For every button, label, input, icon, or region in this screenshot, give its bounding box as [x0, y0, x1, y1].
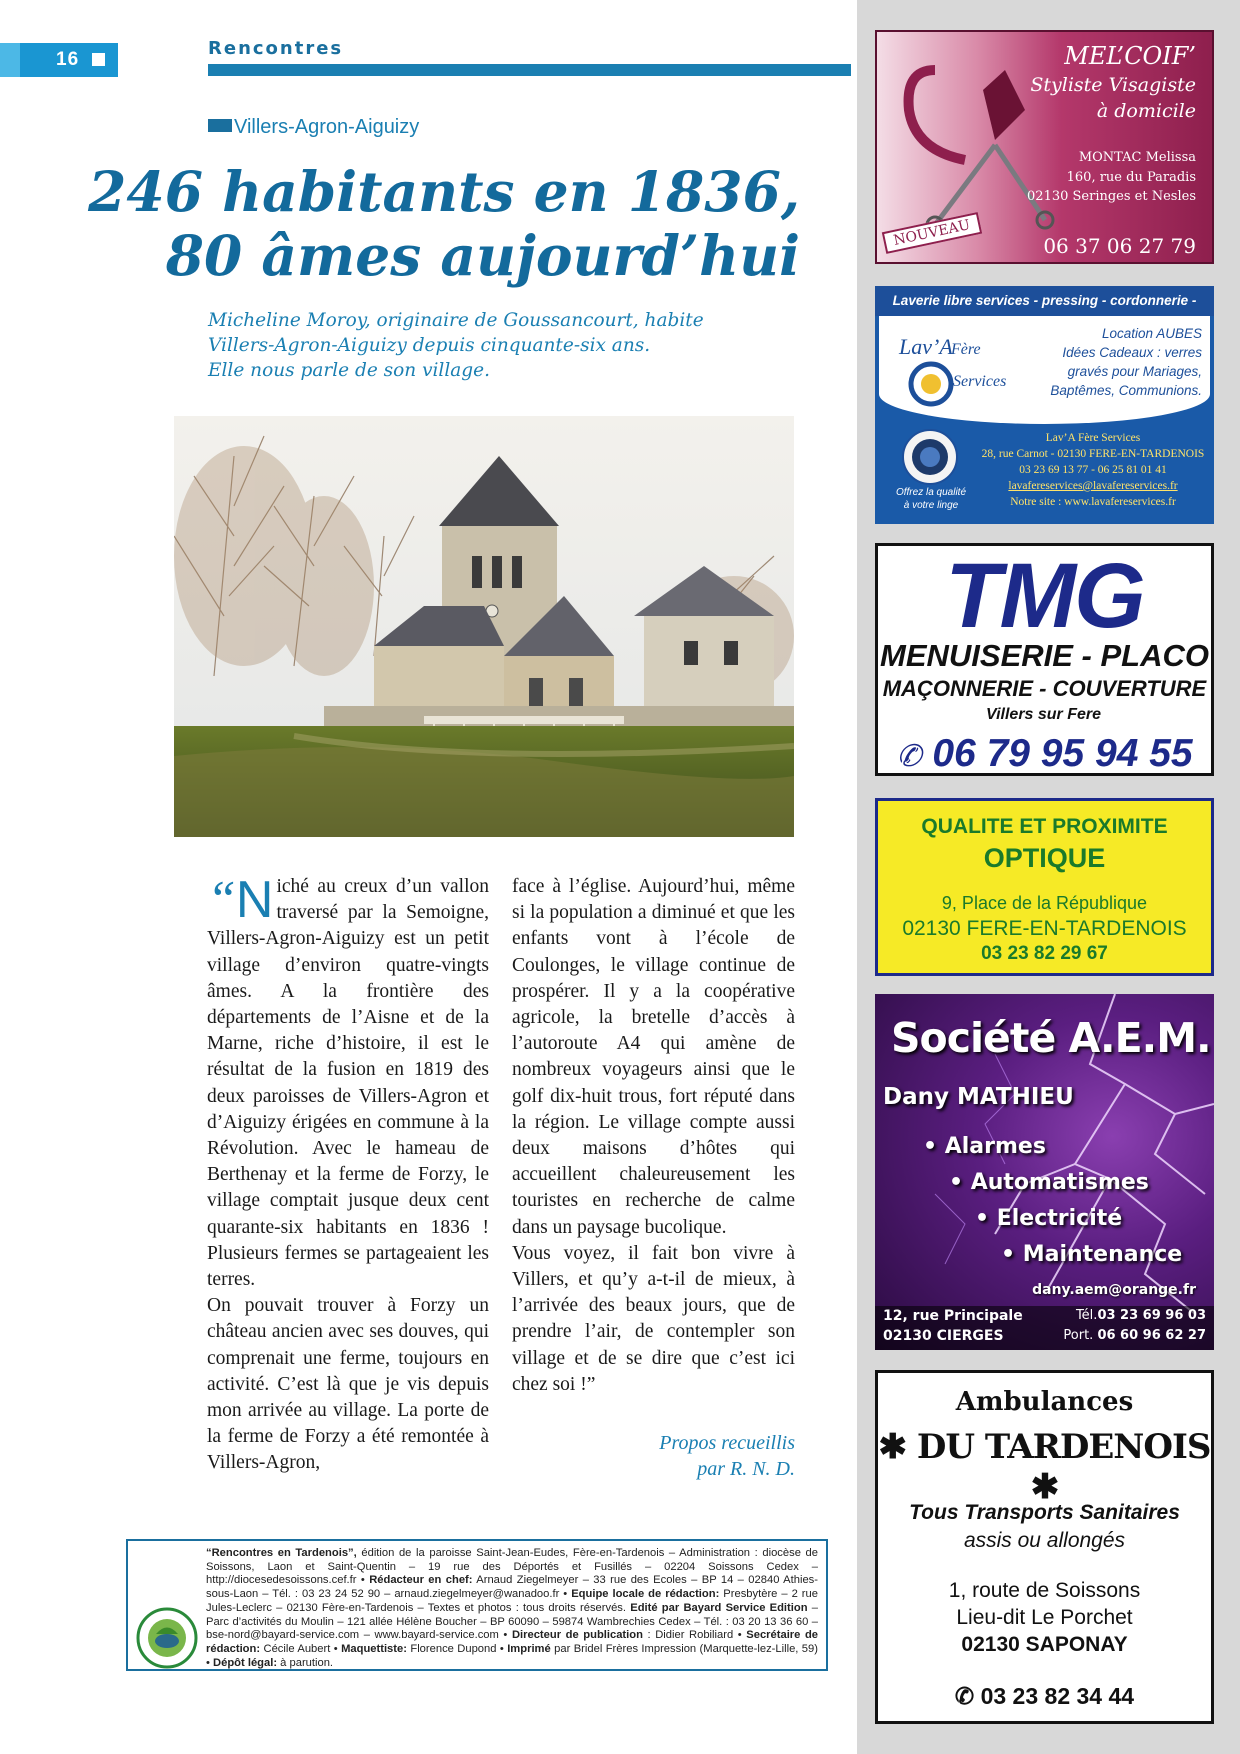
aem-email[interactable]: dany.aem@orange.fr: [1032, 1282, 1196, 1298]
lavafere-company: Lav’A Fère Services: [1045, 432, 1141, 444]
aem-service: • Maintenance: [1001, 1242, 1183, 1267]
melcoif-phone: 06 37 06 27 79: [1043, 234, 1196, 258]
article-column-1: [207, 871, 489, 1477]
page-tab-strip: [0, 43, 20, 77]
standfirst-line-2: Villers-Agron-Aiguizy depuis cinquante-six ans.: [208, 335, 651, 356]
melcoif-tagline-2: à domicile: [1096, 100, 1196, 122]
tmg-phone-number: 06 79 95 94 55: [932, 732, 1193, 775]
imprint-text: – Parc d’activités du Moulin – 121 allée Hélène Boucher – BP 60090 – 59874 Wambrechies Cedex – Tél. : 03 20 13 36 60 – bse-nord@bayard-service.com – www.bayard-service.com •: [206, 1601, 818, 1642]
ad-ambulances: [875, 1370, 1214, 1724]
aem-contact-name: Dany MATHIEU: [883, 1084, 1074, 1110]
aem-service: • Alarmes: [923, 1134, 1046, 1159]
ambulances-locality: Lieu-dit Le Porchet: [956, 1606, 1133, 1629]
section-rule: [208, 64, 851, 76]
tmg-location: Villers sur Fere: [986, 706, 1102, 723]
ambulances-service: Tous Transports Sanitaires: [909, 1501, 1180, 1524]
article-signature: [512, 1430, 795, 1482]
optique-address: 9, Place de la République: [941, 893, 1148, 913]
article-paragraph: face à l’église. Aujourd’hui, même si la population a diminué et que les enfants vont à l’école de Coulonges, le village continue de prospérer. Il y a la coopérative agricole, la bretelle d’accès à l’autoroute A4 qui amène de nombreux voyageurs ainsi que le golf dix-huit trous, fort réputé dans la région. Le village compte aussi deux maisons d’hôtes qui accueillent chaleureusement les touristes en recherche de calme dans un paysage bucolique.: [512, 876, 795, 1238]
optique-line-1: QUALITE ET PROXIMITE: [921, 815, 1168, 838]
imprint-text: Presbytère – 2 rue Jules-Leclerc – 02130 Fère-en-Tardenois – Textes et photos : tous droits réservés.: [206, 1588, 818, 1614]
quality-seal-icon: [901, 428, 959, 486]
lavafere-quality: [881, 486, 981, 512]
drop-cap-letter: N: [235, 871, 274, 929]
phone-icon: ✆: [896, 740, 922, 773]
melcoif-new-badge: NOUVEAU: [882, 212, 982, 254]
kicker-text: Villers-Agron-Aiguizy: [234, 116, 420, 138]
imprint-text: Cécile Aubert •: [260, 1642, 342, 1655]
lavafere-promo-line: Location AUBES: [1101, 326, 1202, 341]
melcoif-name: MEL’COIF’: [1064, 42, 1196, 70]
lavafere-promo-line: Baptêmes, Communions.: [1050, 383, 1202, 398]
title-line-1: 246 habitants en 1836,: [88, 159, 800, 224]
ad-optique: [875, 798, 1214, 976]
imprint-label: Maquettiste:: [341, 1642, 407, 1655]
lavafere-quality-line: à votre linge: [903, 500, 959, 511]
article-title: [80, 160, 800, 288]
page-number-tab: [0, 43, 118, 77]
optique-phone: 03 23 82 29 67: [981, 943, 1108, 964]
lavafere-promo: [1022, 324, 1202, 400]
imprint-text: : Didier Robiliard •: [642, 1629, 747, 1642]
tmg-phone: [878, 732, 1211, 776]
article-paragraph: On pouvait trouver à Forzy un château ancien avec ses douves, qui comprenait une ferme, toujours en activité. C’est là que je vis depuis mon arrivée au village. La porte de la ferme de Forzy a été remontée à Villers-Agron,: [207, 1295, 489, 1474]
imprint-box: [126, 1539, 828, 1671]
ambulances-service-detail: assis ou allongés: [963, 1529, 1126, 1552]
ambulances-name: ✱ DU TARDENOIS ✱: [878, 1427, 1211, 1507]
melcoif-street: 160, rue du Paradis: [1066, 170, 1196, 185]
title-line-2: 80 âmes aujourd’hui: [165, 223, 800, 288]
section-title: Rencontres: [208, 38, 344, 59]
standfirst-line-1: Micheline Moroy, originaire de Goussancourt, habite: [208, 310, 704, 331]
lavafere-email-link[interactable]: lavafereservices@lavafereservices.fr: [1008, 480, 1178, 492]
open-quote-mark: “: [207, 871, 236, 928]
lavafere-address: 28, rue Carnot - 02130 FERE-EN-TARDENOIS: [981, 448, 1205, 460]
tmg-logo: TMG: [945, 545, 1144, 647]
aem-mobile-number: 06 60 96 62 27: [1097, 1328, 1206, 1343]
ambulances-phone: ✆ 03 23 82 34 44: [954, 1683, 1135, 1709]
aem-tel: [1076, 1308, 1206, 1323]
lavafere-phones: 03 23 69 13 77 - 06 25 81 01 41: [1019, 464, 1167, 476]
imprint-publication: “Rencontres en Tardenois”,: [206, 1547, 357, 1559]
imprint-text: Florence Dupond •: [406, 1642, 508, 1655]
melcoif-city: 02130 Seringes et Nesles: [1027, 189, 1196, 204]
ambulances-city: 02130 SAPONAY: [961, 1633, 1128, 1656]
article-paragraph: [207, 871, 489, 1293]
melcoif-owner: MONTAC Melissa: [1078, 150, 1196, 165]
aem-city: 02130 CIERGES: [883, 1328, 1004, 1344]
lavafere-services-band: Laverie libre services - pressing - cordonnerie -: [875, 286, 1214, 316]
kicker-square-icon: [208, 119, 232, 132]
svg-text:Fère: Fère: [951, 341, 981, 358]
page-number: 16: [56, 49, 80, 70]
article-kicker: [208, 116, 419, 139]
optique-city: 02130 FERE-EN-TARDENOIS: [902, 917, 1187, 940]
signature-line-2: par R. N. D.: [697, 1458, 795, 1480]
imprint-label: Dépôt légal:: [213, 1656, 278, 1669]
tmg-line-1: MENUISERIE - PLACO: [880, 638, 1209, 673]
lavafere-quality-line: Offrez la qualité: [895, 487, 967, 498]
lavafere-website: Notre site : www.lavafereservices.fr: [1010, 496, 1176, 508]
aem-mobile: [1063, 1328, 1206, 1343]
optique-line-2: OPTIQUE: [983, 843, 1106, 873]
drop-cap: [207, 871, 274, 929]
imprint-text: édition de la paroisse Saint-Jean-Eudes, Fère-en-Tardenois – Administration : diocèse de Soissons, Laon et Saint-Quentin – 19 rue des Déportés et Fusillés – 02204 Soissons Cedex – http://diocesedesoissons.cef.fr •: [206, 1547, 818, 1587]
photo-illustration: [174, 416, 794, 837]
church-village-photo: [174, 416, 794, 837]
aem-service: • Electricité: [975, 1206, 1123, 1231]
ad-melcoif: [875, 30, 1214, 264]
lav-a-fere-logo: [889, 324, 1019, 412]
article-standfirst: [208, 308, 768, 383]
imprint-text: Arnaud Ziegelmeyer – 33 rue des Ecoles – BP 14 – 02840 Athies-sous-Laon – Tél. : 03 23 24 52 90 – arnaud.ziegelmeyer@wanadoo.fr •: [206, 1574, 819, 1601]
imprint-label: Directeur de publication: [511, 1629, 643, 1642]
signature-line-1: Propos recueillis: [659, 1432, 795, 1454]
imprint-text: par Bridel Frères Impression (Marquette-lez-Lille, 59) •: [206, 1642, 818, 1669]
page-tab-square: [92, 53, 105, 66]
ad-aem: [875, 994, 1214, 1350]
standfirst-line-3: Elle nous parle de son village.: [208, 360, 490, 381]
imprint-text: à parution.: [277, 1656, 334, 1669]
svg-text:Services: Services: [953, 373, 1007, 390]
imprint-label: Secrétaire de rédaction:: [206, 1629, 819, 1655]
ambulances-line-1: Ambulances: [955, 1387, 1134, 1417]
aem-tel-number: 03 23 69 96 03: [1097, 1308, 1206, 1323]
imprint-label: Equipe locale de rédaction:: [571, 1588, 720, 1601]
imprint-label: Rédacteur en chef:: [369, 1574, 473, 1587]
ad-lavafere: [875, 286, 1214, 524]
lavafere-promo-line: Idées Cadeaux : verres: [1062, 345, 1202, 360]
tmg-line-2: MAÇONNERIE - COUVERTURE: [882, 676, 1207, 701]
aem-mobile-label: Port.: [1063, 1328, 1094, 1343]
melcoif-tagline-1: Styliste Visagiste: [1030, 74, 1196, 96]
paragraph-text: iché au creux d’un vallon traversé par la Semoigne, Villers-Agron-Aiguizy est un petit village d’environ quatre-vingts âmes. A la frontière des départements de l’Aisne et de la Marne, riche d’histoire, il est le résultat de la fusion en 1819 des deux paroisses de Villers-Agron et d’Aiguizy érigées en commune à la Révolution. Avec le hameau de Berthenay et la ferme de Forzy, le village comptait jusque deux cent quarante-six habitants en 1836 ! Plusieurs fermes se partageaient les terres.: [207, 876, 489, 1291]
article-paragraph: Vous voyez, il fait bon vivre à Villers, et qu’y a-t-il de mieux, à l’arrivée des beaux jours, que de prendre l’air, de contempler son village et de se dire que c’est ici chez soi !”: [512, 1242, 795, 1395]
lavafere-promo-line: gravés pour Mariages,: [1067, 364, 1202, 379]
lavafere-contact: [975, 430, 1211, 510]
aem-service: • Automatismes: [949, 1170, 1149, 1195]
article-column-2: [512, 874, 795, 1398]
imprint-label: Imprimé: [507, 1642, 551, 1655]
ambulances-street: 1, route de Soissons: [948, 1579, 1141, 1602]
svg-text:Lav’A: Lav’A: [899, 334, 953, 359]
ad-tmg: [875, 543, 1214, 776]
aem-street: 12, rue Principale: [883, 1308, 1023, 1324]
aem-company-name: Société A.E.M.: [891, 1014, 1211, 1062]
aem-tel-label: Tél.: [1075, 1308, 1098, 1323]
imprint-label: Edité par Bayard Service Edition: [630, 1601, 808, 1614]
imprim-vert-logo: [136, 1607, 198, 1669]
